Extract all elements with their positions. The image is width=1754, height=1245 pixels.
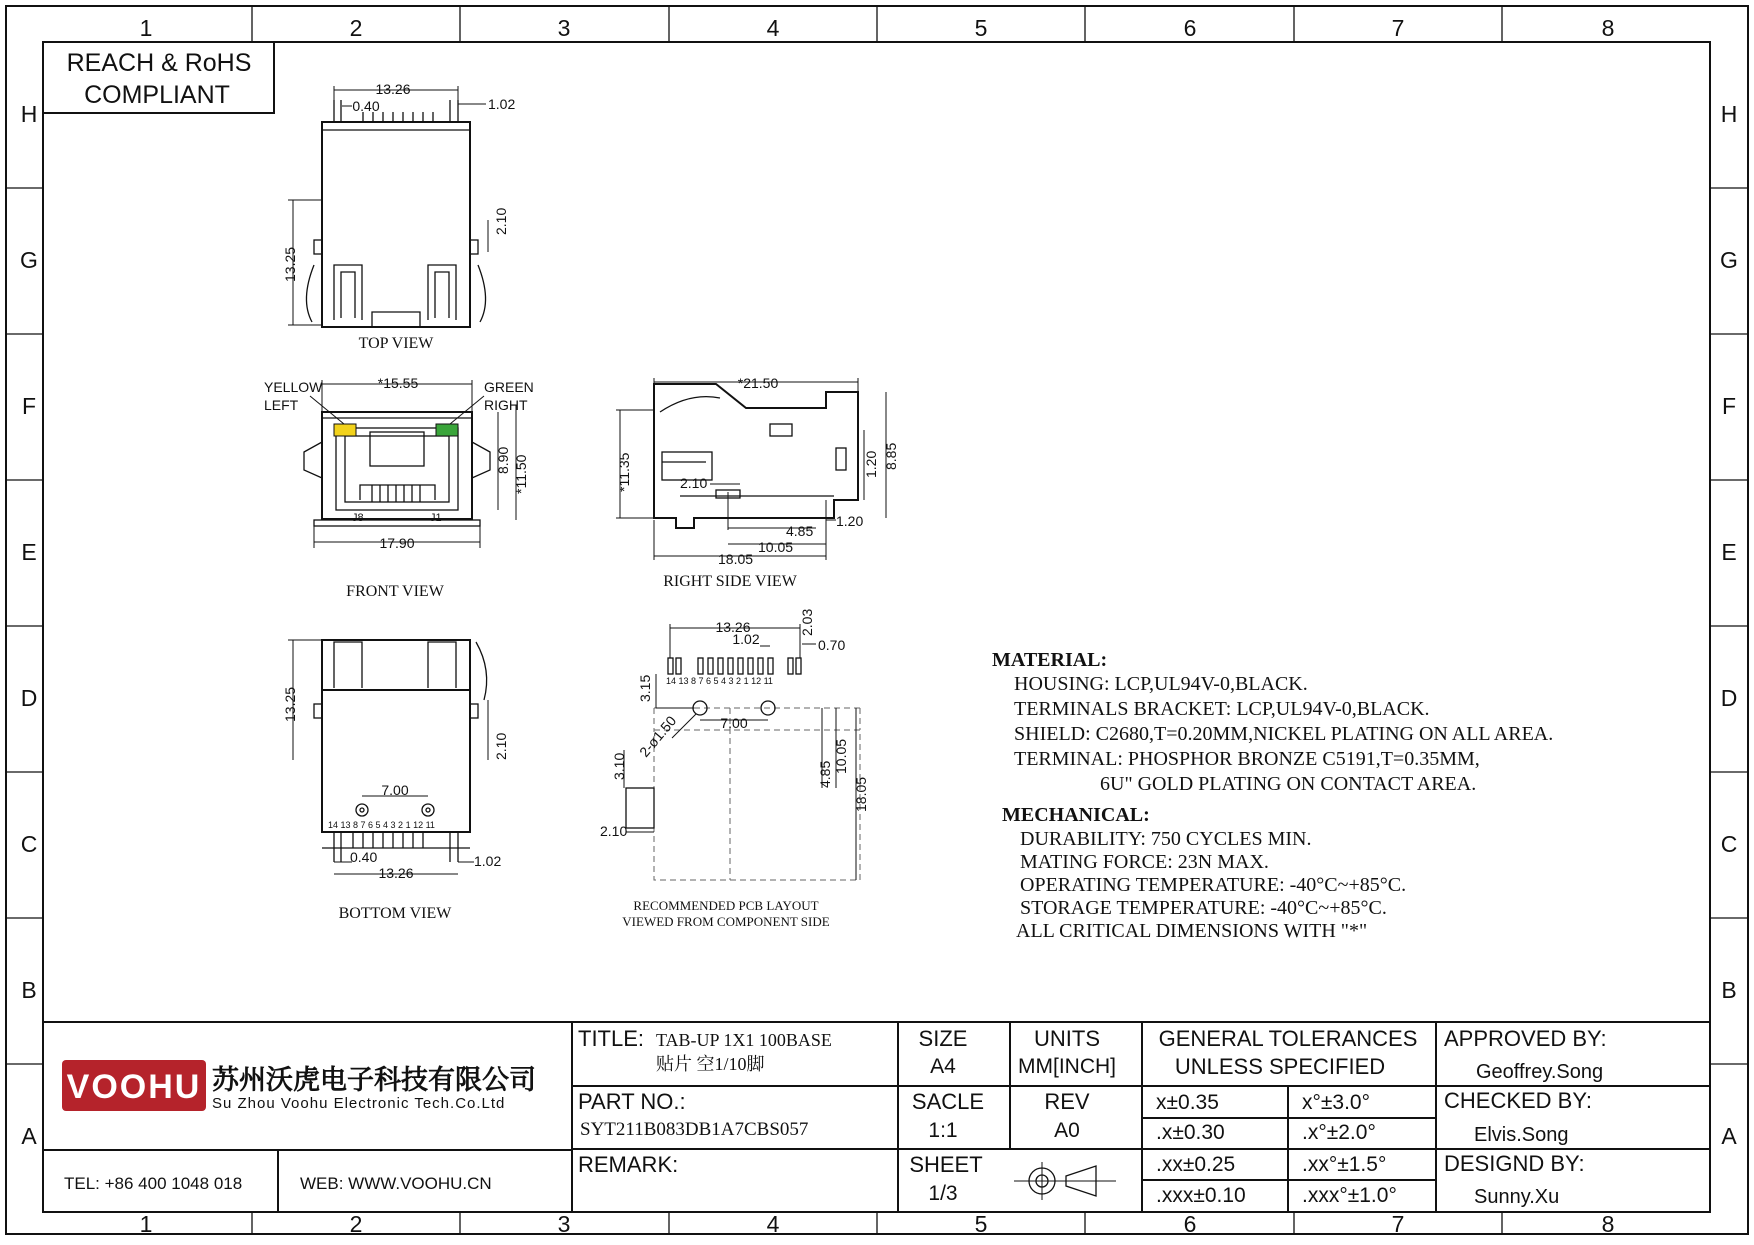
side-dim-c: 18.05 xyxy=(718,551,754,567)
col-label: 1 xyxy=(139,1211,153,1237)
top-dim-pin: 1.02 xyxy=(488,96,516,112)
tolerance-linear: .xx±0.25 xyxy=(1156,1153,1236,1176)
company-name-cn: 苏州沃虎电子科技有限公司 xyxy=(212,1065,536,1095)
sheet-label: SHEET xyxy=(909,1152,983,1177)
bottom-dim-tab: 2.10 xyxy=(493,732,509,760)
col-label: 3 xyxy=(557,15,571,41)
pcb-dim-g: 10.05 xyxy=(833,738,849,774)
title-label: TITLE: xyxy=(578,1026,645,1051)
tolerance-angular: .xxx°±1.0° xyxy=(1302,1184,1397,1207)
sheet-value: 1/3 xyxy=(928,1182,958,1205)
approved-value: Geoffrey.Song xyxy=(1476,1061,1604,1083)
tolerance-linear: .xxx±0.10 xyxy=(1156,1184,1246,1207)
col-label: 5 xyxy=(974,1211,988,1237)
tolerance-linear: x±0.35 xyxy=(1156,1091,1219,1114)
front-view-label: FRONT VIEW xyxy=(346,583,444,600)
row-label: C xyxy=(20,831,38,857)
logo-text: VOOHU xyxy=(66,1068,202,1106)
row-label: A xyxy=(21,1123,37,1149)
col-label: 4 xyxy=(766,15,780,41)
row-label: C xyxy=(1720,831,1738,857)
bottom-pin-numbers: 14 13 8 7 6 5 4 3 2 1 12 11 xyxy=(328,820,435,830)
third-angle-projection-icon xyxy=(1014,1162,1116,1200)
bottom-dim-pin: 1.02 xyxy=(474,853,502,869)
material-line: TERMINALS BRACKET: LCP,UL94V-0,BLACK. xyxy=(1014,698,1430,720)
mechanical-line: OPERATING TEMPERATURE: -40°C~+85°C. xyxy=(1020,874,1407,896)
pcb-dim-b: 0.70 xyxy=(818,637,846,653)
pcb-dim-a: 2.03 xyxy=(799,608,815,636)
bottom-view xyxy=(282,640,509,922)
front-dim-h1: 8.90 xyxy=(495,446,511,474)
row-label: D xyxy=(20,685,38,711)
tel-text: TEL: +86 400 1048 018 xyxy=(64,1174,243,1193)
material-line: SHIELD: C2680,T=0.20MM,NICKEL PLATING ON ALL AREA. xyxy=(1014,723,1554,745)
mechanical-line: MATING FORCE: 23N MAX. xyxy=(1020,851,1269,873)
front-dim-h2: *11.50 xyxy=(513,454,529,494)
pcb-dim-d: 3.10 xyxy=(611,752,627,780)
front-view xyxy=(264,375,534,600)
led-right-color-label: GREEN xyxy=(484,379,534,395)
right-side-view xyxy=(616,375,899,590)
size-label: SIZE xyxy=(918,1026,968,1051)
col-label: 2 xyxy=(349,15,363,41)
bottom-dim-width: 13.26 xyxy=(378,865,414,881)
bottom-dim-height: 13.25 xyxy=(282,686,298,722)
row-label: F xyxy=(21,393,37,419)
material-line: 6U" GOLD PLATING ON CONTACT AREA. xyxy=(1100,773,1477,795)
pcb-dim-width: 13.26 xyxy=(715,619,751,635)
compliance-box xyxy=(43,42,274,113)
side-dim-length: *21.50 xyxy=(737,375,779,391)
side-dim-tab: 2.10 xyxy=(680,475,708,491)
row-label: D xyxy=(1720,685,1738,711)
col-label: 8 xyxy=(1601,1211,1615,1237)
rev-value: A0 xyxy=(1054,1119,1080,1142)
bottom-view-label: BOTTOM VIEW xyxy=(338,905,452,922)
tolerance-heading-1: GENERAL TOLERANCES xyxy=(1158,1026,1418,1051)
zone-column-labels xyxy=(140,15,1615,1237)
side-dim-d: 1.20 xyxy=(863,450,879,478)
col-label: 2 xyxy=(349,1211,363,1237)
pcb-pin-numbers: 14 13 8 7 6 5 4 3 2 1 12 11 xyxy=(666,676,773,686)
col-label: 6 xyxy=(1183,1211,1197,1237)
col-label: 3 xyxy=(557,1211,571,1237)
col-label: 8 xyxy=(1601,15,1615,41)
led-green xyxy=(436,424,458,436)
scale-label: SACLE xyxy=(911,1089,985,1114)
title-value-1: TAB-UP 1X1 100BASE xyxy=(656,1030,832,1050)
material-heading: MATERIAL: xyxy=(992,649,1108,671)
side-view-label: RIGHT SIDE VIEW xyxy=(663,573,797,590)
material-line: HOUSING: LCP,UL94V-0,BLACK. xyxy=(1014,673,1308,695)
led-yellow xyxy=(334,424,356,436)
tolerance-angular: x°±3.0° xyxy=(1302,1091,1371,1114)
approved-label: APPROVED BY: xyxy=(1444,1026,1607,1051)
front-dim-overall: 17.90 xyxy=(379,535,415,551)
col-label: 4 xyxy=(766,1211,780,1237)
row-label: B xyxy=(21,977,37,1003)
side-dim-height: *11.35 xyxy=(616,452,632,492)
tolerance-heading-2: UNLESS SPECIFIED xyxy=(1174,1054,1386,1079)
mechanical-line: DURABILITY: 750 CYCLES MIN. xyxy=(1020,828,1312,850)
pcb-dim-pitch: 1.02 xyxy=(732,631,760,647)
top-dim-pitch: 0.40 xyxy=(352,98,380,114)
col-label: 7 xyxy=(1391,15,1405,41)
remark-label: REMARK: xyxy=(578,1152,679,1177)
row-label: E xyxy=(1721,539,1737,565)
pcb-dim-hole: 2-ø1.50 xyxy=(636,712,680,760)
pcb-dim-h: 18.05 xyxy=(853,776,869,812)
pcb-layout-label-2: VIEWED FROM COMPONENT SIDE xyxy=(622,914,830,929)
led-left-color-label: YELLOW xyxy=(264,379,323,395)
pin-label-j8: J8 xyxy=(352,512,364,524)
top-dim-height: 13.25 xyxy=(282,246,298,282)
row-label: F xyxy=(1721,393,1737,419)
side-dim-b: 10.05 xyxy=(758,539,794,555)
side-dim-a: 4.85 xyxy=(786,523,814,539)
col-label: 5 xyxy=(974,15,988,41)
compliance-line-1: REACH & RoHS xyxy=(66,49,252,77)
top-dim-tab: 2.10 xyxy=(493,207,509,235)
pcb-dim-c: 3.15 xyxy=(637,674,653,702)
pcb-dim-posts: 7.00 xyxy=(720,715,748,731)
units-value: MM[INCH] xyxy=(1018,1055,1116,1078)
spec-notes xyxy=(992,649,1553,942)
row-label: A xyxy=(1721,1123,1737,1149)
row-label: G xyxy=(1720,247,1738,273)
tolerance-angular: .xx°±1.5° xyxy=(1302,1153,1387,1176)
web-text: WEB: WWW.VOOHU.CN xyxy=(300,1174,492,1193)
top-view-label: TOP VIEW xyxy=(358,335,434,352)
pcb-layout-label-1: RECOMMENDED PCB LAYOUT xyxy=(633,898,819,913)
size-value: A4 xyxy=(930,1055,956,1078)
bottom-dim-pitch: 0.40 xyxy=(350,849,378,865)
part-value: SYT211B083DB1A7CBS057 xyxy=(580,1119,809,1140)
row-label: E xyxy=(21,539,37,565)
pcb-layout-view xyxy=(600,609,869,929)
led-right-side-label: RIGHT xyxy=(484,397,528,413)
mechanical-line: STORAGE TEMPERATURE: -40°C~+85°C. xyxy=(1020,897,1387,919)
row-label: B xyxy=(1721,977,1737,1003)
compliance-line-2: COMPLIANT xyxy=(84,81,230,109)
side-dim-f: 8.85 xyxy=(883,442,899,470)
material-line: TERMINAL: PHOSPHOR BRONZE C5191,T=0.35MM, xyxy=(1014,748,1480,770)
pin-label-j1: J1 xyxy=(430,512,442,524)
rev-label: REV xyxy=(1044,1089,1090,1114)
designed-value: Sunny.Xu xyxy=(1474,1186,1560,1208)
side-dim-e: 1.20 xyxy=(836,513,864,529)
led-left-side-label: LEFT xyxy=(264,397,299,413)
row-label: H xyxy=(20,101,38,127)
title-block xyxy=(43,1022,1710,1212)
title-value-2: 贴片 空1/10脚 xyxy=(656,1054,765,1074)
row-label: H xyxy=(1720,101,1738,127)
checked-value: Elvis.Song xyxy=(1474,1124,1569,1146)
bottom-dim-post: 7.00 xyxy=(381,782,409,798)
tolerance-linear: .x±0.30 xyxy=(1156,1121,1225,1144)
pcb-dim-e: 2.10 xyxy=(600,823,628,839)
top-view xyxy=(282,81,515,352)
front-dim-width: *15.55 xyxy=(377,375,419,391)
designed-label: DESIGND BY: xyxy=(1444,1151,1585,1176)
row-label: G xyxy=(20,247,38,273)
col-label: 6 xyxy=(1183,15,1197,41)
top-dim-width: 13.26 xyxy=(375,81,411,97)
col-label: 7 xyxy=(1391,1211,1405,1237)
units-label: UNITS xyxy=(1034,1026,1100,1051)
tolerance-angular: .x°±2.0° xyxy=(1302,1121,1376,1144)
mechanical-heading: MECHANICAL: xyxy=(1002,804,1150,826)
company-name-en: Su Zhou Voohu Electronic Tech.Co.Ltd xyxy=(212,1095,506,1112)
checked-label: CHECKED BY: xyxy=(1444,1088,1592,1113)
mechanical-line: ALL CRITICAL DIMENSIONS WITH "*" xyxy=(1016,920,1368,942)
scale-value: 1:1 xyxy=(928,1119,958,1142)
col-label: 1 xyxy=(139,15,153,41)
part-label: PART NO.: xyxy=(578,1089,686,1114)
zone-row-labels xyxy=(20,101,1738,1149)
pcb-dim-f: 4.85 xyxy=(817,760,833,788)
